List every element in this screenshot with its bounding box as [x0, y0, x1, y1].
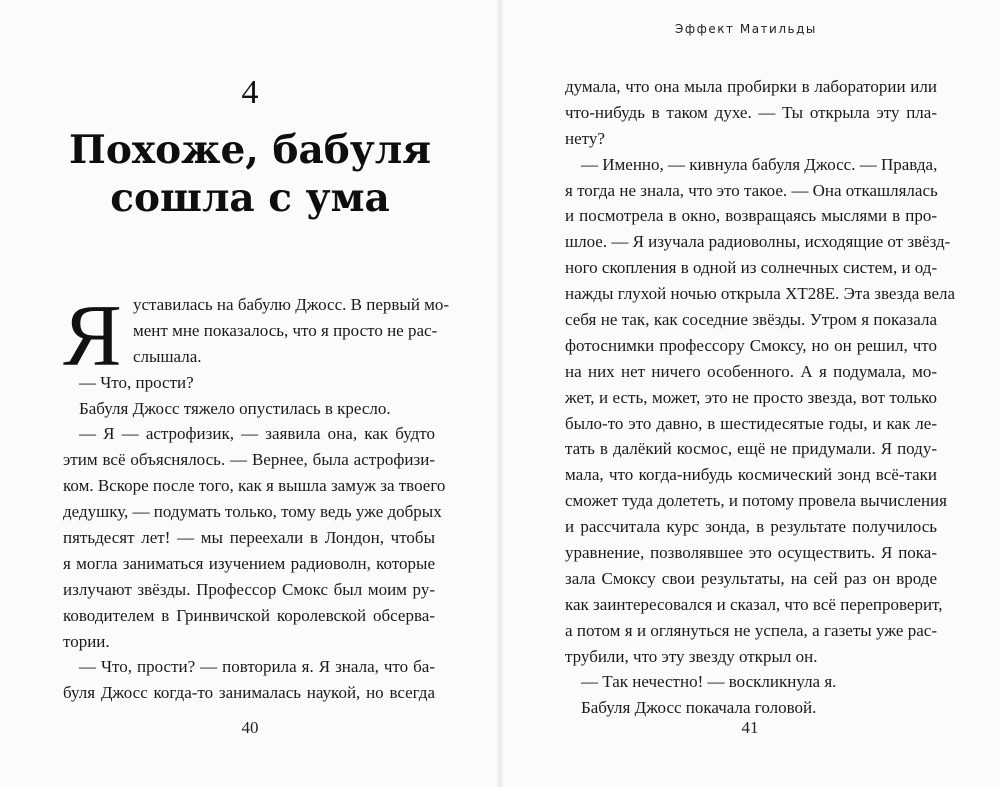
text-line: слышала.: [133, 346, 202, 366]
text-line: уставилась на бабулю Джосс. В первый мо-: [133, 295, 450, 314]
chapter-title-line-1: Похоже, бабуля: [68, 127, 432, 173]
text-line: тории.: [63, 631, 110, 651]
chapter-title: [0, 126, 500, 222]
text-line: ного скопления в одной из солнечных систем, и од-: [565, 258, 938, 278]
text-line: как заинтересовался и сказал, что всё перепроверит,: [565, 594, 943, 614]
text-line: уравнение, позволявшее это осуществить. Я пока-: [565, 543, 937, 563]
text-line: фотоснимки профессору Смоксу, но он решил, что: [565, 335, 937, 355]
text-line: сможет туда долететь, и потому провела вычисления: [565, 491, 947, 511]
text-line: нажды глухой ночью открыла ХТ28Е. Эта звезда вела: [565, 284, 956, 304]
right-body-text: [565, 74, 956, 721]
right-page: [500, 0, 1000, 787]
text-line: на них нет ничего особенного. А я подумала, мо-: [565, 361, 937, 381]
text-line: зала Смоксу свои результаты, на сей раз он вроде: [565, 568, 937, 588]
text-line: трубили, что эту звезду открыл он.: [565, 646, 818, 666]
chapter-title-line-2: сошла с ума: [110, 175, 390, 221]
text-line: пятьдесят лет! — мы переехали в Лондон, чтобы: [63, 528, 435, 548]
text-line: что-нибудь в таком духе. — Ты открыла эту пла-: [565, 102, 937, 122]
text-line: а потом я и оглянуться не успела, а газеты уже рас-: [565, 620, 937, 640]
text-line: этим всё объяснялось. — Вернее, была астрофизи-: [63, 450, 435, 470]
text-line: тать в далёкий космос, ещё не придумали. Я поду-: [565, 439, 937, 459]
left-body-text: [63, 288, 450, 706]
text-line: жет, и есть, может, это не просто звезда, вот только: [565, 387, 937, 407]
text-line: и рассчитала курс зонда, в результате получилось: [565, 517, 937, 537]
text-line: нету?: [565, 128, 605, 148]
text-line: шлое. — Я изучала радиоволны, исходящие от звёзд-: [565, 232, 951, 252]
text-line: — Что, прости? — повторила я. Я знала, что ба-: [79, 657, 435, 677]
chapter-number: 4: [241, 74, 259, 111]
text-line: мала, что когда-нибудь космический зонд всё-таки: [565, 465, 937, 485]
text-line: Бабуля Джосс покачала головой.: [581, 698, 817, 718]
text-line: ком. Вскоре после того, как я вышла замуж за твоего: [63, 476, 446, 496]
text-line: себя не так, как соседние звёзды. Утром я показала: [565, 310, 937, 330]
text-line: — Так нечестно! — воскликнула я.: [581, 672, 837, 692]
text-line: Бабуля Джосс тяжело опустилась в кресло.: [79, 398, 391, 418]
text-line: и посмотрела в окно, возвращаясь мыслями в про-: [565, 206, 937, 226]
text-line: — Я — астрофизик, — заявила она, как будто: [79, 424, 435, 444]
text-line: думала, что она мыла пробирки в лаборатории или: [565, 77, 937, 96]
drop-cap: Я: [63, 288, 122, 385]
text-line: дедушку, — подумать только, тому ведь уже добрых: [63, 502, 442, 522]
text-line: мент мне показалось, что я просто не рас-: [133, 320, 438, 340]
text-line: я тогда не знала, что это такое. — Она откашлялась: [565, 180, 938, 200]
text-line: — Именно, — кивнула бабуля Джосс. — Правда,: [581, 154, 938, 174]
text-line: буля Джосс когда-то занималась наукой, но всегда: [63, 683, 435, 703]
page-number-left: 40: [241, 718, 259, 737]
text-line: — Что, прости?: [79, 372, 194, 392]
text-line: я могла заниматься изучением радиоволн, которые: [63, 553, 435, 573]
text-line: было-то это давно, в шестидесятые годы, и как ле-: [565, 413, 937, 433]
text-line: ководителем в Гринвичской королевской обсерва-: [63, 605, 435, 625]
page-number-right: 41: [741, 718, 759, 737]
running-header: Эффект Матильды: [675, 22, 817, 36]
text-line: излучают звёзды. Профессор Смокс был моим ру-: [63, 579, 435, 599]
